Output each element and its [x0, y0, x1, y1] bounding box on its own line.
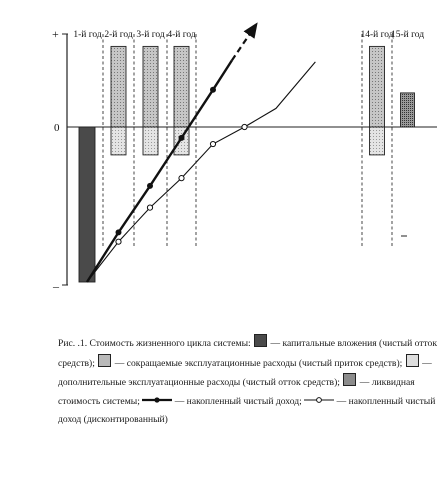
- nominal-line-glyph: [142, 396, 172, 404]
- bar-additional-9: [370, 127, 385, 155]
- nominal-line: [87, 60, 232, 282]
- discounted-point-5: [242, 124, 247, 129]
- bar-reduced-2: [111, 46, 126, 127]
- bar-additional-5: [143, 127, 158, 155]
- axis-label-zero: 0: [54, 122, 60, 134]
- nominal-point-3: [179, 135, 185, 141]
- nominal-point-2: [147, 183, 153, 189]
- capital-swatch: [254, 334, 267, 347]
- caption-nominal: — накопленный чистый доход;: [174, 395, 302, 407]
- discounted-point-4: [210, 141, 215, 146]
- year-label-3: 3-й год: [136, 30, 165, 40]
- nominal-point-4: [210, 87, 216, 93]
- year-label-6: 15-й год: [390, 30, 425, 40]
- figure-caption: [58, 334, 442, 430]
- year-label-2: 2-й год: [104, 30, 133, 40]
- reduced-swatch: [98, 354, 111, 367]
- bar-capital-1: [79, 127, 95, 282]
- nominal-point-1: [116, 229, 122, 235]
- caption-liquidation: — ликвидная стоимость системы;: [58, 377, 415, 407]
- bar-additional-3: [111, 127, 126, 155]
- discounted-line-glyph: [304, 396, 334, 404]
- liquidation-swatch: [343, 373, 356, 386]
- discounted-point-2: [147, 205, 152, 210]
- additional-swatch: [406, 354, 419, 367]
- year-label-1: 1-й год: [73, 30, 102, 40]
- caption-capital: — капитальные вложения (чистый отток средств);: [58, 338, 438, 369]
- caption-prefix: Рис. .1. Стоимость жизненного цикла системы:: [58, 338, 251, 349]
- discounted-point-1: [116, 239, 121, 244]
- nominal-line-extension: [232, 28, 254, 61]
- caption-additional: — дополнительные эксплуатационные расходы (чистый отток средств);: [58, 357, 432, 388]
- bar-reduced-4: [143, 46, 158, 127]
- bar-liquidation-10: [401, 93, 415, 127]
- caption-reduced: — сокращаемые эксплуатационные расходы (чистый приток средств);: [114, 357, 403, 369]
- caption-discounted: — накопленный чистый доход (дисконтированный): [58, 395, 436, 425]
- axis-label-plus: +: [52, 27, 59, 41]
- bar-reduced-6: [174, 46, 189, 127]
- axis-label-minus: –: [53, 279, 59, 293]
- year-label-5: 14-й год: [360, 30, 394, 40]
- discounted-point-3: [179, 176, 184, 181]
- bar-reduced-8: [370, 46, 385, 127]
- year-label-4: 4-й год: [167, 30, 196, 40]
